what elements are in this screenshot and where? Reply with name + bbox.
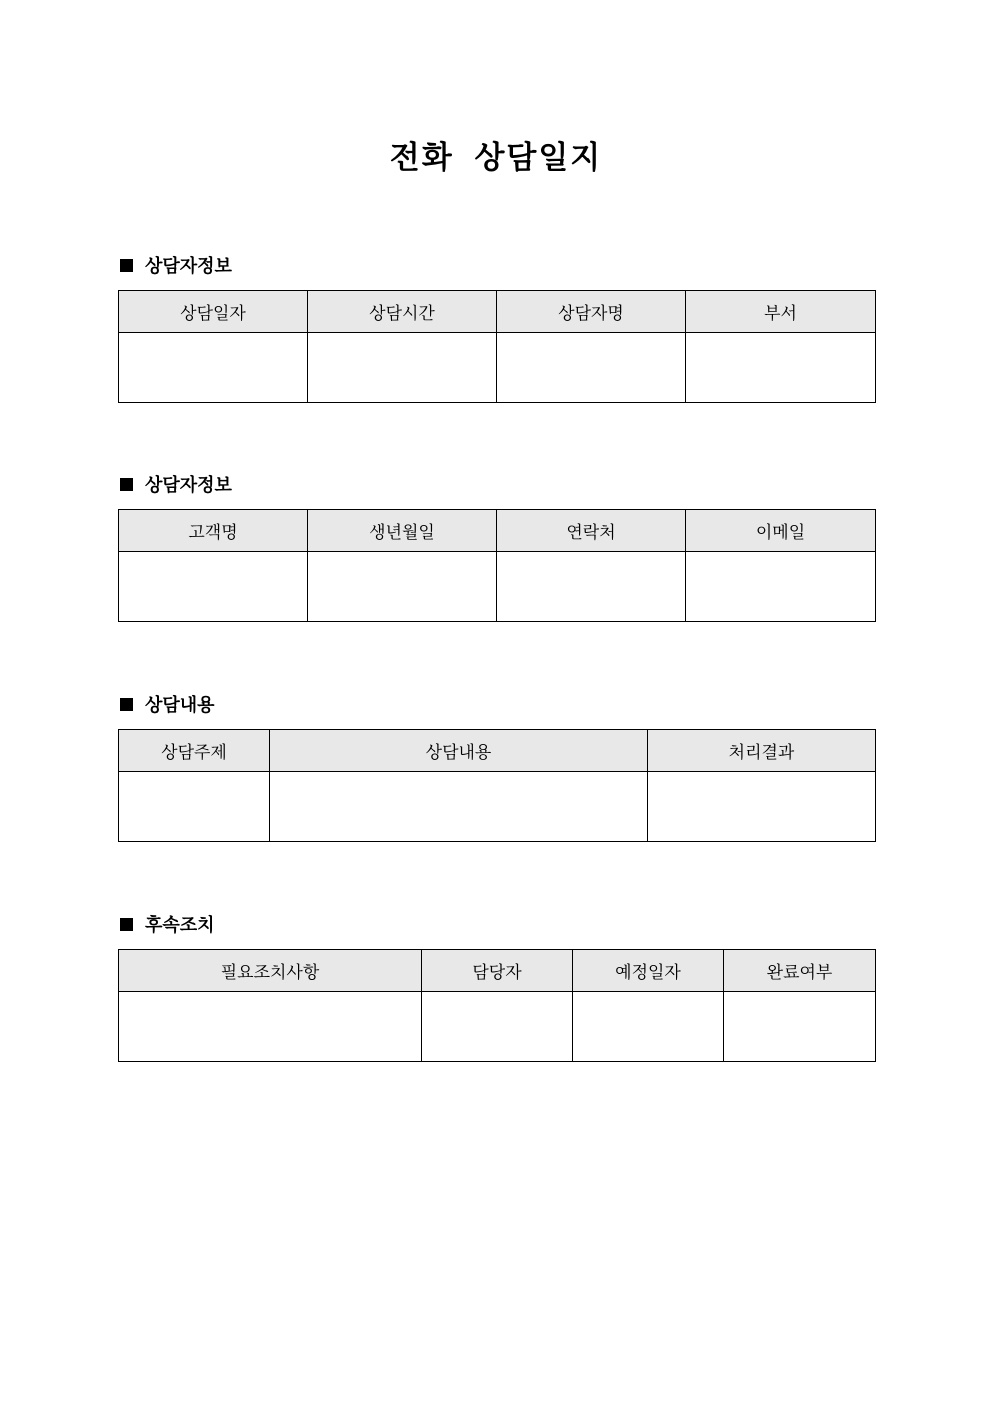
customer-name-cell[interactable] xyxy=(119,552,308,622)
consult-topic-cell[interactable] xyxy=(119,772,270,842)
column-header: 고객명 xyxy=(119,510,308,552)
document-title: 전화 상담일지 xyxy=(389,140,603,176)
table-header-row xyxy=(119,950,876,992)
section-counselor-info xyxy=(118,252,875,403)
table-row xyxy=(119,992,876,1062)
contact-cell[interactable] xyxy=(497,552,686,622)
table-header-row xyxy=(119,510,876,552)
table-header-row xyxy=(119,291,876,333)
square-bullet-icon xyxy=(120,918,133,931)
table-row xyxy=(119,772,876,842)
column-header: 상담일자 xyxy=(119,291,308,333)
square-bullet-icon xyxy=(120,478,133,491)
scheduled-date-cell[interactable] xyxy=(573,992,724,1062)
section-follow-up xyxy=(118,911,875,1062)
section-customer-info xyxy=(118,471,875,622)
section-heading xyxy=(118,911,875,937)
column-header: 이메일 xyxy=(686,510,876,552)
consult-date-cell[interactable] xyxy=(119,333,308,403)
consult-time-cell[interactable] xyxy=(308,333,497,403)
consult-content-cell[interactable] xyxy=(270,772,648,842)
column-header: 완료여부 xyxy=(724,950,876,992)
column-header: 상담내용 xyxy=(270,730,648,772)
birth-date-cell[interactable] xyxy=(308,552,497,622)
square-bullet-icon xyxy=(120,698,133,711)
consult-content-table xyxy=(118,729,876,842)
email-cell[interactable] xyxy=(686,552,876,622)
column-header: 담당자 xyxy=(422,950,573,992)
square-bullet-icon xyxy=(120,259,133,272)
column-header: 상담시간 xyxy=(308,291,497,333)
column-header: 생년월일 xyxy=(308,510,497,552)
section-heading-label: 후속조치 xyxy=(145,915,215,936)
section-heading-label: 상담자정보 xyxy=(145,475,232,496)
column-header: 예정일자 xyxy=(573,950,724,992)
section-heading-label: 상담내용 xyxy=(145,695,215,716)
customer-info-table xyxy=(118,509,876,622)
required-action-cell[interactable] xyxy=(119,992,422,1062)
counselor-name-cell[interactable] xyxy=(497,333,686,403)
section-heading-label: 상담자정보 xyxy=(145,256,232,277)
result-cell[interactable] xyxy=(648,772,876,842)
counselor-info-table xyxy=(118,290,876,403)
column-header: 상담주제 xyxy=(119,730,270,772)
section-heading xyxy=(118,691,875,717)
column-header: 필요조치사항 xyxy=(119,950,422,992)
column-header: 상담자명 xyxy=(497,291,686,333)
table-row xyxy=(119,552,876,622)
section-consult-content xyxy=(118,691,875,842)
follow-up-table xyxy=(118,949,876,1062)
table-header-row xyxy=(119,730,876,772)
assignee-cell[interactable] xyxy=(422,992,573,1062)
department-cell[interactable] xyxy=(686,333,876,403)
section-heading xyxy=(118,252,875,278)
column-header: 처리결과 xyxy=(648,730,876,772)
section-heading xyxy=(118,471,875,497)
column-header: 부서 xyxy=(686,291,876,333)
table-row xyxy=(119,333,876,403)
column-header: 연락처 xyxy=(497,510,686,552)
completion-status-cell[interactable] xyxy=(724,992,876,1062)
